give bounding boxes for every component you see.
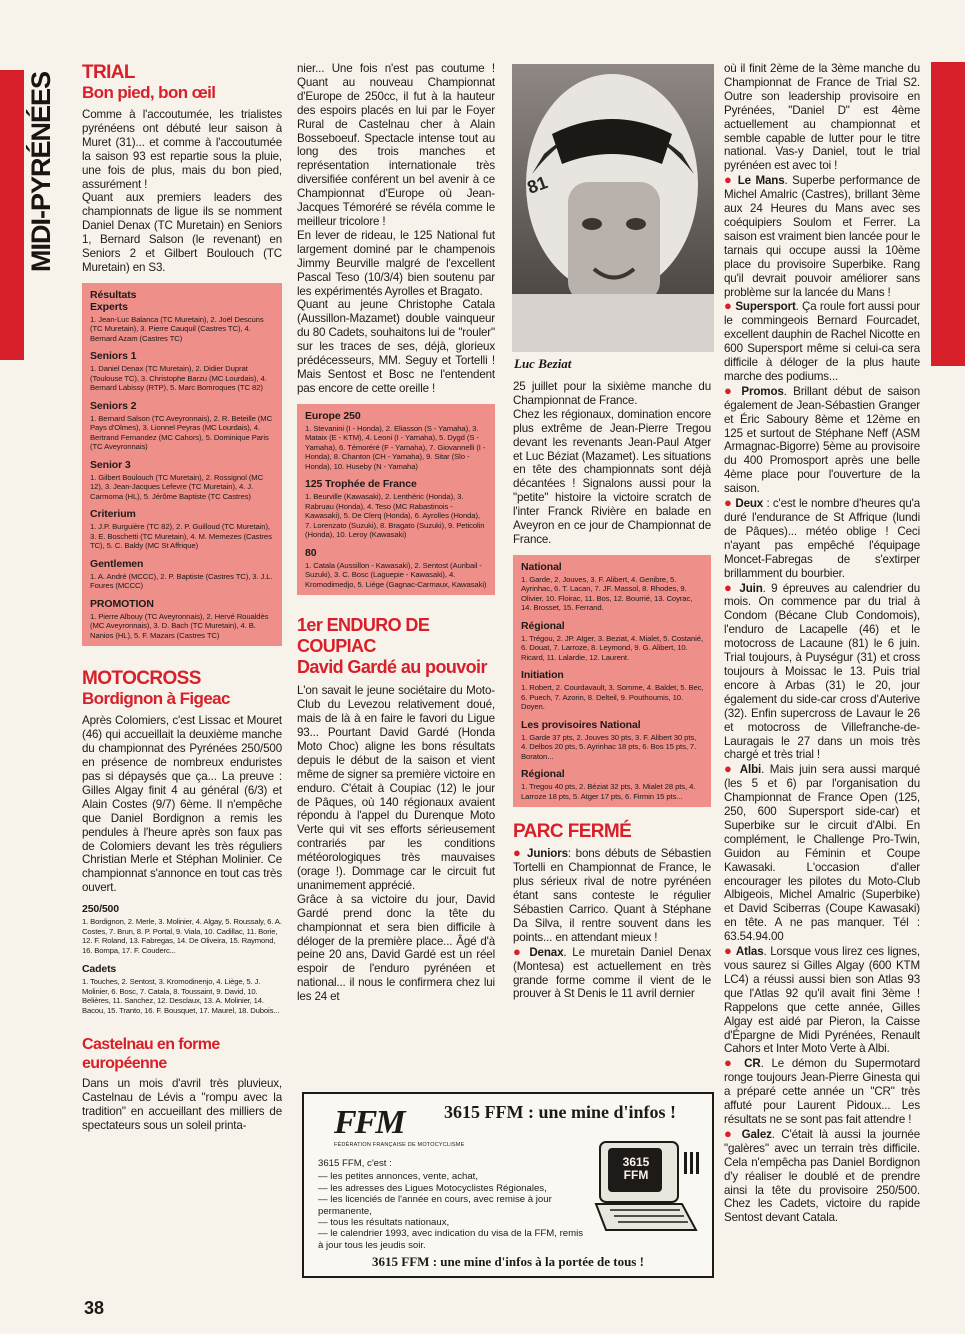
- result-group-title: Régional: [521, 619, 565, 632]
- column-2: [297, 62, 495, 1102]
- castelnau-heading: Castelnau en forme européenne: [82, 1036, 220, 1073]
- ad-lead: 3615 FFM, c'est :: [318, 1158, 392, 1169]
- result-group-title: Criterium: [90, 508, 136, 521]
- result-group-title: Experts: [90, 300, 128, 313]
- result-group-text: 1. Garde, 2. Jouves, 3. F. Alibert, 4. Genibre, 5. Ayrinhac, 6. T. Lacan, 7. JF. Massol, 8. Rhodes, 9. Olivier, 10. Floirac, 11. Bos, 12. Bourrié, 13. Coyrac, 14. Brosset, 15. Ferrand.: [521, 574, 693, 613]
- result-group-title: Seniors 2: [90, 399, 137, 412]
- enduro-results-box: [513, 555, 711, 808]
- ad-line: — les adresses des Ligues Motocyclistes Régionales,: [318, 1182, 547, 1194]
- result-group-title: Europe 250: [305, 409, 361, 422]
- parc-text: : bons débuts de Sébastien Tortelli en Championnat de France, le plus sérieux rival de notre pyrénéen étant sans conteste le régulier Sébastien Carrico. Quant à Stéphane Da Silva, il rentre souvent dans les points... en attendant mieux !: [513, 847, 711, 944]
- result-group-title: Gentlemen: [90, 557, 144, 570]
- result-group-text: 1. J.P. Burguière (TC 82), 2. P. Guilloud (TC Muretain), 3. E. Boschetti (TC Muretain), 4. M. Memezes (Castres TC), 5. C. Baldy (MC St Affrique): [90, 522, 272, 551]
- result-group-text: 1. Trégou, 2. JP. Atger, 3. Beziat, 4. Mialet, 5. Costanié, 6. Douat, 7. Larroze, 8. Leymond, 9. G. Alibert, 10. Ricard, 11. Lalardie, 12. Laurent.: [521, 633, 703, 662]
- bullet-icon: ●: [724, 172, 734, 188]
- page-number: 38: [84, 1298, 105, 1318]
- result-group-text: 1. Jean-Luc Balanca (TC Muretain), 2. Joël Descuns (TC Muretain), 3. Pierre Cauquil (Castres TC), 4. Bernard Azam (Castres TC): [90, 314, 264, 343]
- rider-photo: [512, 64, 714, 352]
- col4-item: [724, 496, 920, 580]
- bullet-icon: ●: [724, 495, 732, 511]
- column-3: [513, 380, 711, 1080]
- ad-line: — tous les résultats nationaux,: [318, 1217, 450, 1229]
- motocross-result-title: 250/500: [82, 903, 119, 916]
- bullet-icon: ●: [513, 943, 524, 959]
- col4-text: . Superbe performance de Michel Amalric (Castres), brillant 3ème aux 24 Heures du Mans avec ses coéquipiers Soulom et Ferrer. La saison est vraiment bien lancée pour le tarnais qui occupe aussi la 10ème place du provisoire Superbike. Rang qu'il devrait pouvoir améliorer sans problème sur la lancée du Mans !: [724, 174, 920, 299]
- result-group-title: National: [521, 560, 562, 573]
- ad-line: — les licenciés de l'année en cours, avec remise à jour permanente,: [318, 1194, 552, 1217]
- col4-item: [724, 1056, 920, 1127]
- result-group-title: Initiation: [521, 669, 564, 682]
- ffm-advertisement: [302, 1092, 714, 1278]
- minitel-icon: [592, 1138, 702, 1238]
- parc-keyword: Juniors: [527, 847, 568, 861]
- result-group-title: Senior 3: [90, 458, 131, 471]
- col4-text: . Ça roule fort aussi pour le commingeois Bernard Fourcadet, excellent dauphin de Rachel Nicotte en 600 Supersport même si celui-ca sera difficile à déloger de la plus haute marche des podiums...: [724, 300, 920, 383]
- col4-keyword: Deux: [735, 497, 764, 511]
- trial-paragraph: Quant aux premiers leaders des championnats de ligue ils se nomment Daniel Denax (TC Muretain) en Seniors 1, Bernard Salson (le revenant) en Seniors 2 et Gilbert Boulouch (TC Muretain) en S3.: [82, 191, 282, 274]
- col3-paragraph: 25 juillet pour la sixième manche du Championnat de France.: [513, 380, 711, 407]
- bullet-icon: ●: [724, 579, 735, 595]
- col4-item: [724, 944, 920, 1056]
- section-color-bar: [0, 70, 24, 360]
- parc-item: [513, 846, 711, 944]
- result-group-text: 1. A. André (MCCC), 2. P. Baptiste (Castres TC), 3. J.L. Foures (MCCC): [90, 571, 273, 591]
- bullet-icon: ●: [513, 845, 523, 861]
- col2-paragraph: nier... Une fois n'est pas coutume ! Quant au nouveau Championnat d'Europe de 250cc, il fut à la hauteur des espoirs placés en lui par le Foyer Rural de Castelnau cher à Alain Bosseboeuf. Spectacle intense tout au long des trois manches et représentation internationale très diversifiée conférent un bel avenir à ce Championnat d'Europe où Jean-Jacques Témoréré se révéla comme le meilleur tricolore !: [297, 62, 495, 228]
- motocross-result-title: Cadets: [82, 963, 117, 976]
- result-group-text: 1. Pierre Albouy (TC Aveyronnais), 2. Hervé Roualdès (MC Aveyronnais), 3. D. Bach (TC Muretain), 4. B. Nanios (HL), 5. F. Mazars (Castres TC): [90, 611, 269, 640]
- ad-title: 3615 FFM : une mine d'infos !: [444, 1102, 676, 1122]
- right-color-bar: [931, 62, 965, 366]
- ffm-logo-subtitle: FÉDÉRATION FRANÇAISE DE MOTOCYCLISME: [334, 1142, 465, 1148]
- col4-keyword: CR: [744, 1057, 761, 1071]
- enduro-subheading: David Gardé au pouvoir: [297, 657, 487, 678]
- col4-item: [724, 581, 920, 763]
- trial-subheading: Bon pied, bon œil: [82, 83, 216, 102]
- result-group-text: 1. Robert, 2. Courdavault, 3. Somme, 4. Baldet, 5. Bec, 6. Puech, 7. Azorin, 8. Delteil, 9. Pouthoumis, 10. Doyen.: [521, 683, 704, 712]
- europe-results-box: [297, 404, 495, 596]
- trial-heading: TRIAL: [82, 62, 135, 83]
- col4-keyword: Supersport: [735, 300, 796, 314]
- motocross-result-text: 1. Touches, 2. Sentost, 3. Kromodinenjo, 4. Liège, 5. J. Molinier, 6. Bosc, 7. Catala, 8. Toussaint, 9. David, 10. Belières, 11. Sanchez, 12. Desclaux, 13. A. Molinier, 14. Bacou, 15. Tranto, 16. F. Bousquet, 17. Maurel, 18. Dubois...: [82, 977, 280, 1015]
- motocross-result-text: 1. Bordignon, 2. Merle, 3. Molinier, 4. Algay, 5. Roussaly, 6. A. Costes, 7. Brun, 8. P. Portal, 9. Viala, 10. Cadillac, 11. Borie, 12. F. Roland, 13. Fabregas, 14. De Oliveira, 15. Raymond, 16. Bompa, 17. F. Couderc...: [82, 917, 282, 955]
- result-group-text: 1. Garde 37 pts, 2. Jouves 30 pts, 3. F. Alibert 30 pts, 4. Delbos 20 pts, 5. Ayrinhac 18 pts, 6. Bos 15 pts, 7. Boraton...: [521, 732, 697, 761]
- result-group-title: 80: [305, 546, 317, 559]
- result-group-text: 1. Beurville (Kawasaki), 2. Lenthéric (Honda), 3. Rabruau (Honda), 4. Teso (MC Rabastinois - Kawasaki), 5. De Clerq (Honda), 6. Ayrolles (Honda), 7. Lorenzato (Suzuki), 8. Bragato (Suzuki), 9. Peticolin (Honda), 10. Leroy (Kawasaki): [305, 492, 485, 540]
- col4-item: [724, 384, 920, 496]
- ffm-logo: FFM: [334, 1104, 404, 1141]
- bullet-icon: ●: [724, 761, 735, 777]
- col4-keyword: Juin: [739, 581, 763, 595]
- col4-intro: où il finit 2ème de la 3ème manche du Championnat de France de Trial S2. Outre son leadership provisoire en Pyrénées, "Daniel D" est 4ème actuellement au championnat et semble capable de lutter pour le titre national. Vas-y Daniel, tout le trial pyrénéen est avec toi !: [724, 62, 920, 173]
- ad-list: [318, 1158, 583, 1251]
- enduro-heading: 1er ENDURO DE COUPIAC: [297, 615, 430, 657]
- enduro-paragraph: L'on savait le jeune sociétaire du Moto-Club du Levezou relativement doué, mais de là à en faire le favori du Ligue 93... Pourtant David Gardé (Honda Moto Choc) aligne les bons résultats depuis le début de la saison et vient même de signer sa première victoire en enduro. C'était à Coupiac (12) le jour de Pâques, où 140 régionaux avaient répondu à l'appel du Durenque Moto Verte qui vit ses efforts sérieusement contrariés par les conditions météorologiques très mauvaises (orage !). Dommage car le circuit fut unanimement apprécié.: [297, 684, 495, 892]
- result-group-text: 1. Catala (Aussillon - Kawasaki), 2. Sentost (Auribail - Suzuki), 3. C. Bosc (Laguepie - Kawasaki), 4. Kromodimedjo, 5. Liège (Gagnac-Carmaux, Kawasaki): [305, 560, 487, 589]
- photo-caption: Luc Beziat: [514, 356, 572, 371]
- col4-text: . Brillant début de saison également de Jean-Sébastien Granger et Éric Saboury 8ème et 12ème en 125 et surtout de Stéphane Neff (ASM Armagnac-Bigorre) 5ème au provisoire du 400 Promosport après une belle 4ème place pour l'ouverture de la saison.: [724, 384, 920, 496]
- col4-item: [724, 1127, 920, 1225]
- enduro-paragraph: Grâce à sa victoire du jour, David Gardé prend donc la tête du championnat et sera bien difficile à déloger de la première place... Âgé d'à peine 20 ans, David Gardé est un réel espoir de l'enduro pyrénéen et national... il nous le confirmera chez lui les 24 et: [297, 892, 495, 1004]
- motocross-paragraph: Après Colomiers, c'est Lissac et Mouret (46) qui accueillait la deuxième manche du championnat des Pyrénées 250/500 en présence de nombreux enduristes pas si dépaysés que ça... La preuve : Gilles Algay finit 4 au général (6/3) et Alain Costes (9/7) 6ème. Il n'empêche que Daniel Bordignon a remis les pendules à l'heure après son faux pas de Colomiers devant les très réguliers Christian Merle et Stéphan Molinier. Ce championnat s'annonce en tout cas très ouvert.: [82, 714, 282, 895]
- parc-ferme-heading: PARC FERMÉ: [513, 821, 632, 843]
- motocross-heading: MOTOCROSS: [82, 668, 201, 690]
- col4-keyword: Galez: [741, 1127, 772, 1141]
- ad-line: — le calendrier 1993, avec indication du visa de la FFM, remis à jour tous les jeudis soir.: [318, 1228, 584, 1251]
- result-group-title: Seniors 1: [90, 350, 137, 363]
- col4-item: [724, 762, 920, 944]
- col4-text: . 9 épreuves au calendrier du mois. On commence par du trial à Condom (Bécane Club Condomois), l'enduro de Lacapelle (46) et le motocross de Lacaune (81) le 6 juin. Trial toujours, à Puységur (31) et cross toujours à Moissac le 13. Puis trial encore à Arbas (31) le 20, jour également du side-car cross d'Auterive (32). Enfin supercross de Lavaur le 26 et motocross de Villefranche-de-Lauragais le 27 dans un mois très chargé et très trial !: [724, 581, 920, 762]
- bullet-icon: ●: [724, 298, 732, 314]
- result-group-title: Les provisoires National: [521, 718, 641, 731]
- column-4: [724, 62, 920, 1332]
- trial-paragraph: Comme à l'accoutumée, les trialistes pyrénéens ont débuté leur saison à Muret (31)... et comme à l'accoutumée la saison 93 est repartie sous la pluie, une fois de plus, mais du bon pied, assurément !: [82, 108, 282, 191]
- result-group-text: 1. Stevanini (I - Honda), 2. Eliasson (S - Yamaha), 3. Mataix (E - KTM), 4. Leoni (I - Yamaha), 5. Dygd (S - Yamaha), 6. Témoréré (F - Yamaha), 7. Giovannelli (I - Honda), 8. Chanton (CH - Yamaha), 9. Sitar (Slo - Honda), 10. Huseby (N - Yamaha): [305, 423, 486, 471]
- ad-line: — les petites annonces, vente, achat,: [318, 1171, 478, 1183]
- section-label: MIDI-PYRÉNÉES: [26, 71, 56, 272]
- col4-item: [724, 299, 920, 383]
- bullet-icon: ●: [724, 943, 733, 959]
- result-group-title: 125 Trophée de France: [305, 478, 417, 491]
- result-group-text: 1. Gilbert Boulouch (TC Muretain), 2. Rossignol (MC 12), 3. Jean-Jacques Lefevre (TC Muretain), 4. J. Carmoma (HL), 5. Jérôme Baptiste (TC Castres): [90, 472, 264, 501]
- result-group-title: PROMOTION: [90, 597, 154, 610]
- castelnau-paragraph: Dans un mois d'avril très pluvieux, Castelnau de Lévis a "rompu avec la tradition" en accueillant des milliers de spectateurs sous un soleil printa-: [82, 1077, 282, 1132]
- col4-keyword: Promos: [741, 384, 784, 398]
- result-group-text: 1. Tregou 40 pts, 2. Béziat 32 pts, 3. Mialet 28 pts, 4. Larroze 18 pts, 5. Atger 17 pts, 6. Firmin 15 pts...: [521, 782, 696, 801]
- ad-footer: 3615 FFM : une mine d'infos à la portée de tous !: [372, 1254, 644, 1269]
- col2-paragraph: En lever de rideau, le 125 National fut largement dominé par le champenois Jimmy Beurville malgré de l'excellent Pascal Teso (10/3/4) bien soutenu par les expérimentés Ayrolles et Bragato.: [297, 228, 495, 298]
- parc-keyword: Denax: [529, 945, 564, 959]
- result-group-text: 1. Bernard Salson (TC Aveyronnais), 2. R. Beteille (MC Pays d'Olmes), 3. Lionnel Peyras (MC Lourdais), 4. Bertrand Fernandez (MC Cahors), 5. Dominique Paris (TC Aveyronnais): [90, 413, 273, 452]
- bullet-icon: ●: [724, 1125, 736, 1141]
- svg-text:81: 81: [524, 172, 551, 198]
- parc-item: [513, 945, 711, 1002]
- result-group-text: 1. Daniel Denax (TC Muretain), 2. Didier Duprat (Toulouse TC), 3. Christophe Barzu (MC Lourdais), 4. Bernard Labissy (RTP), 5. Marc Bomroques (TC 82): [90, 364, 267, 393]
- col4-text: . Le démon du Supermotard ronge toujours Jean-Pierre Ginesta qui a préparé cette année un "CR" très affuté pour Laurent Pidoux... Les résultats ne se sont pas fait attendre !: [724, 1057, 920, 1126]
- col4-item: [724, 173, 920, 299]
- col4-keyword: Le Mans: [737, 174, 785, 188]
- col2-paragraph: Quant au jeune Christophe Catala (Aussillon-Mazamet) double vainqueur du 80 Cadets, souhaitons lui de "rouler" sur les traces de ses, déjà, glorieux prédécesseurs, MM. Seguy et Tortelli ! Mais Sentost et Bosc ne l'entendent pas encore de cette oreille !: [297, 298, 495, 395]
- col4-keyword: Albi: [739, 763, 762, 777]
- col4-keyword: Atlas: [735, 945, 764, 959]
- col4-text: . Mais juin sera aussi marqué (les 5 et 6) par l'organisation du Championnat de France Open (125, 250, 600 Supersport side-car) et Superbike sur le circuit d'Albi. En complément, le Challenge Pro-Twin, Guidon au Féminin et Coupe Kawasaki. L'occasion d'aller encourager les pilotes du Moto-Club Albigeois, Michel Amalric (Superbike) et David Sciberras (Coupe Kawasaki) en tête. A ne pas manquer. Tél : 63.54.94.00: [724, 763, 920, 944]
- col4-text: . Lorsque vous lirez ces lignes, vous saurez si Gilles Algay (600 KTM LC4) a réussi aussi bien son Atlas 93 que l'Atlas 92 qu'il avait fini 3ème ! Rappelons que cette année, Gilles Algay est aidé par Pieron, la Caisse d'Épargne de Midi Pyrénées, Renault Cahors et Inter Moto Verte à Albi.: [724, 945, 920, 1056]
- results-box-title: Résultats: [90, 288, 137, 301]
- minitel-screen-text: 3615 FFM: [622, 1155, 650, 1182]
- results-box: [82, 283, 282, 647]
- parc-text: . Le muretain Daniel Denax (Montesa) est actuellement en très grande forme comme il vient de le prouver à St Denis le 11 avril dernier: [513, 945, 711, 1001]
- bullet-icon: ●: [724, 1055, 737, 1071]
- col3-paragraph: Chez les régionaux, domination encore plus extrême de Jean-Pierre Tregou devant les revenants Jean-Paul Atger et Luc Béziat (Mazamet). Les situations en tête des championnats sont déjà décantées ! Signalons aussi pour la "petite" histoire la victoire scratch de l'inter Franck Rivière en balade en Aveyron en ce jour de Championnat de France.: [513, 407, 711, 546]
- motocross-subheading: Bordignon à Figeac: [82, 689, 230, 709]
- col4-text: : c'est le nombre d'heures qu'a duré l'endurance de St Affrique (lundi de Pâques)... météo oblige ! Ceci n'ayant pas empêché l'équipage Moncet-Fabregas de s'extirper brillamment du bourbier.: [724, 497, 920, 580]
- col4-text: . C'était là aussi la journée "galères" avec un terrain très difficile. Cela n'empêcha pas Daniel Bordignon d'y réaliser le doublé et de prendre ainsi la tête du provisoire 250/500. Chez les Cadets, victoire du rapide Sentost devant Catala.: [724, 1127, 920, 1225]
- column-1: [82, 62, 282, 1312]
- bullet-icon: ●: [724, 382, 736, 398]
- result-group-title: Régional: [521, 768, 565, 781]
- helmet-portrait-image: [512, 64, 714, 352]
